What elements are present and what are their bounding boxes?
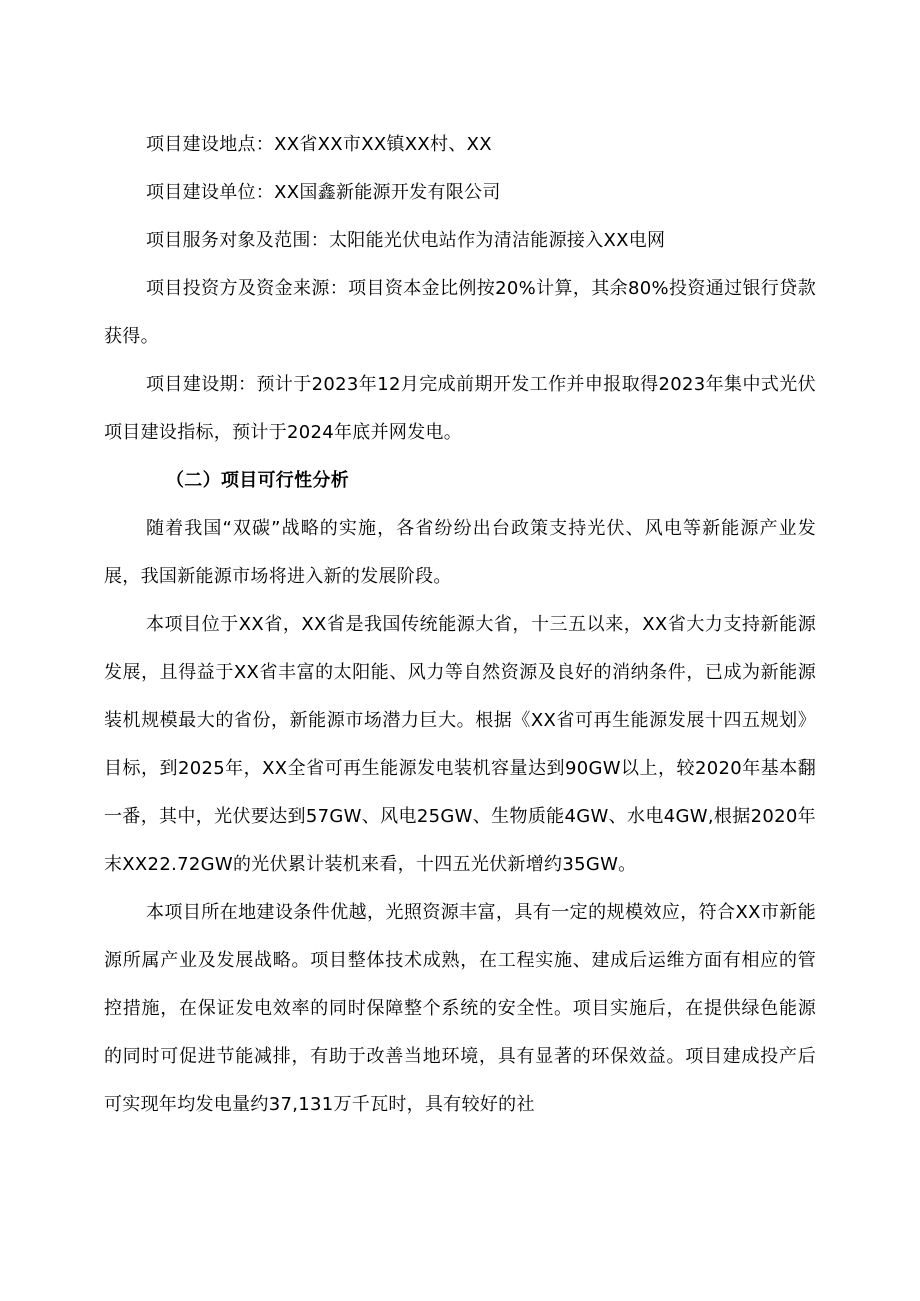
paragraph-service: 项目服务对象及范围：太阳能光伏电站作为清洁能源接入XX电网 [146,230,666,251]
paragraph-investment: 项目投资方及资金来源：项目资本金比例按20%计算，其余80%投资通过银行贷款获得。 [104,278,816,347]
paragraph-background: 随着我国“双碳”战略的实施，各省纷纷出台政策支持光伏、风电等新能源产业发展，我国新能源市场将进入新的发展阶段。 [104,518,816,587]
section-heading: （二）项目可行性分析 [166,470,349,491]
paragraph-unit: 项目建设单位：XX国鑫新能源开发有限公司 [146,182,501,203]
paragraph-province: 本项目位于XX省，XX省是我国传统能源大省，十三五以来，XX省大力支持新能源发展，且得益于XX省丰富的太阳能、风力等自然资源及良好的消纳条件，已成为新能源装机规模最大的省份，新能源市场潜力巨大。根据《XX省可再生能源发展十四五规划》目标，到2025年，XX全省可再生能源发电装机容量达到90GW以上，较2020年基本翻一番，其中，光伏要达到57GW、风电25GW、生物质能4GW、水电4GW,根据2020年末XX22.72GW的光伏累计装机来看，十四五光伏新增约35GW。 [104,614,816,875]
paragraph-conditions: 本项目所在地建设条件优越，光照资源丰富，具有一定的规模效应，符合XX市新能源所属产业及发展战略。项目整体技术成熟，在工程实施、建成后运维方面有相应的管控措施，在保证发电效率的同时保障整个系统的安全性。项目实施后，在提供绿色能源的同时可促进节能减排，有助于改善当地环境，具有显著的环保效益。项目建成投产后可实现年均发电量约37,131万千瓦时，具有较好的社 [104,902,816,1115]
paragraph-period: 项目建设期：预计于2023年12月完成前期开发工作并申报取得2023年集中式光伏项目建设指标，预计于2024年底并网发电。 [104,374,816,443]
document-body [104,121,816,1129]
paragraph-location: 项目建设地点：XX省XX市XX镇XX村、XX [146,134,492,155]
